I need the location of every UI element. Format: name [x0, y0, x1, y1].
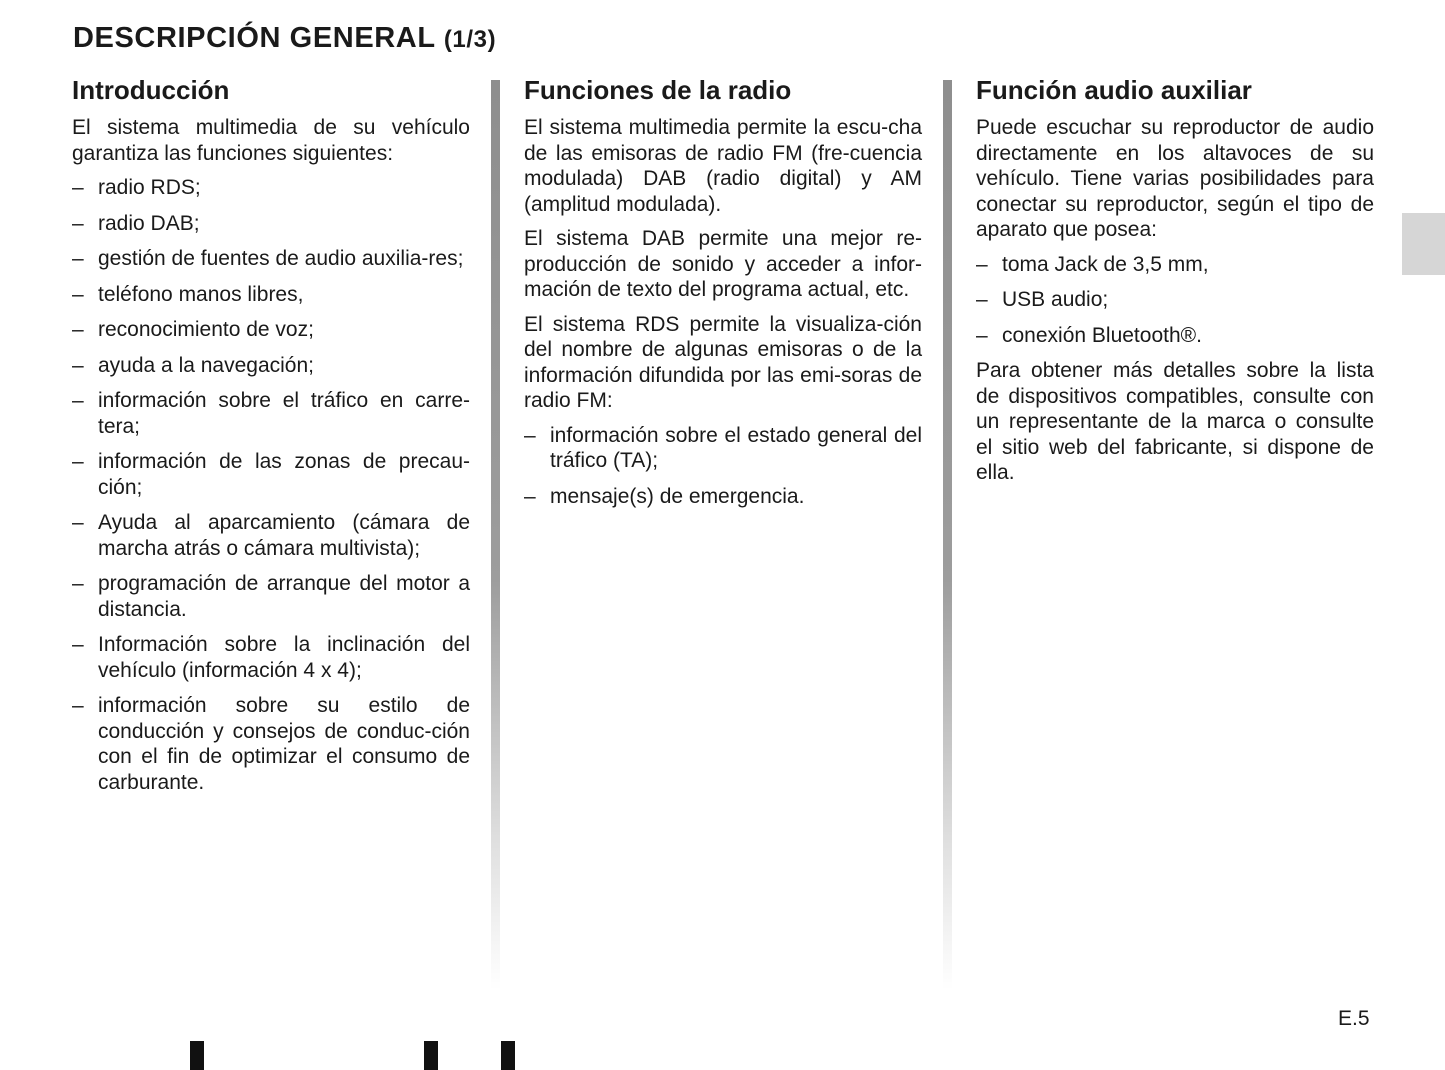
page-title: [73, 22, 496, 55]
crop-mark: [501, 1041, 515, 1070]
bullet-dash: –: [72, 389, 84, 412]
list-item: [976, 287, 1374, 313]
paragraph: El sistema DAB permite una mejor re-producción de sonido y acceder a infor-mación de texto del programa actual, etc.: [524, 227, 922, 301]
list-item-text: programación de arranque del motor a distancia.: [98, 572, 470, 621]
bullet-list: [72, 175, 470, 795]
column-introduccion: [72, 73, 470, 805]
list-item-text: gestión de fuentes de audio auxilia-res;: [98, 247, 464, 270]
crop-mark: [190, 1041, 204, 1070]
list-item: [976, 323, 1374, 349]
bullet-dash: –: [72, 572, 84, 595]
bullet-dash: –: [72, 694, 84, 717]
section-heading: Función audio auxiliar: [976, 75, 1252, 105]
section-heading: Introducción: [72, 75, 230, 105]
section-heading: Funciones de la radio: [524, 75, 792, 105]
list-item-text: conexión Bluetooth®.: [1002, 323, 1202, 347]
list-item: [72, 571, 470, 622]
bullet-dash: –: [976, 323, 988, 347]
list-item: [72, 353, 470, 379]
list-item-text: Información sobre la inclinación del vehículo (información 4 x 4);: [98, 633, 470, 682]
paragraph: El sistema multimedia permite la escu-cha de las emisoras de radio FM (fre-cuencia modulada) DAB (radio digital) y AM (amplitud modulada).: [524, 116, 922, 216]
bullet-dash: –: [72, 247, 84, 270]
crop-mark: [424, 1041, 438, 1070]
list-item-text: información sobre el tráfico en carre-tera;: [98, 389, 470, 438]
page-title-text: DESCRIPCIÓN GENERAL: [73, 22, 436, 54]
list-item: [72, 282, 470, 308]
page-title-subtitle: (1/3): [443, 26, 497, 53]
column-divider: [491, 80, 500, 990]
list-item-text: información sobre el estado general del tráfico (TA);: [550, 423, 922, 472]
list-item-text: teléfono manos libres,: [98, 282, 304, 306]
list-item: [524, 423, 922, 474]
bullet-dash: –: [72, 450, 84, 473]
list-item-text: ayuda a la navegación;: [98, 353, 314, 377]
bullet-dash: –: [976, 252, 988, 276]
column-funciones-radio: [524, 73, 922, 519]
list-item: [72, 211, 470, 237]
list-item: [72, 632, 470, 683]
paragraph: El sistema multimedia de su vehículo garantiza las funciones siguientes:: [72, 116, 470, 165]
list-item-text: toma Jack de 3,5 mm,: [1002, 252, 1209, 276]
chapter-tab-marker: [1402, 213, 1445, 275]
bullet-dash: –: [72, 511, 84, 534]
list-item: [72, 510, 470, 561]
list-item-text: radio RDS;: [98, 176, 201, 199]
bullet-dash: –: [72, 353, 84, 377]
list-item: [72, 693, 470, 795]
paragraph: Puede escuchar su reproductor de audio directamente en los altavoces de su vehículo. Tiene varias posibilidades para conectar su reproductor, según el tipo de aparato que posea:: [976, 116, 1374, 241]
bullet-dash: –: [72, 633, 84, 656]
bullet-dash: –: [72, 211, 84, 235]
list-item: [72, 175, 470, 201]
bullet-list: [976, 252, 1374, 349]
bullet-list: [524, 423, 922, 510]
paragraph: El sistema RDS permite la visualiza-ción del nombre de algunas emisoras o de la información difundida por las emi-soras de radio FM:: [524, 312, 922, 412]
list-item: [72, 388, 470, 439]
bullet-dash: –: [524, 484, 536, 508]
list-item: [976, 252, 1374, 278]
list-item: [72, 246, 470, 272]
page-number: E.5: [1338, 1007, 1370, 1030]
list-item-text: información de las zonas de precau-ción;: [98, 450, 470, 499]
list-item-text: reconocimiento de voz;: [98, 318, 314, 341]
list-item-text: Ayuda al aparcamiento (cámara de marcha atrás o cámara multivista);: [98, 511, 470, 560]
list-item: [524, 484, 922, 510]
column-divider: [943, 80, 952, 990]
column-audio-auxiliar: [976, 73, 1374, 495]
bullet-dash: –: [524, 423, 536, 447]
list-item: [72, 449, 470, 500]
bullet-dash: –: [72, 318, 84, 341]
list-item-text: información sobre su estilo de conducción y consejos de conduc-ción con el fin de optimizar el consumo de carburante.: [98, 694, 470, 794]
bullet-dash: –: [72, 282, 84, 306]
bullet-dash: –: [72, 176, 84, 199]
paragraph: Para obtener más detalles sobre la lista de dispositivos compatibles, consulte con un representante de la marca o consulte el sitio web del fabricante, si dispone de ella.: [976, 359, 1374, 484]
list-item-text: USB audio;: [1002, 288, 1109, 311]
list-item-text: radio DAB;: [98, 211, 200, 235]
list-item: [72, 317, 470, 343]
list-item-text: mensaje(s) de emergencia.: [550, 484, 805, 508]
bullet-dash: –: [976, 288, 988, 311]
